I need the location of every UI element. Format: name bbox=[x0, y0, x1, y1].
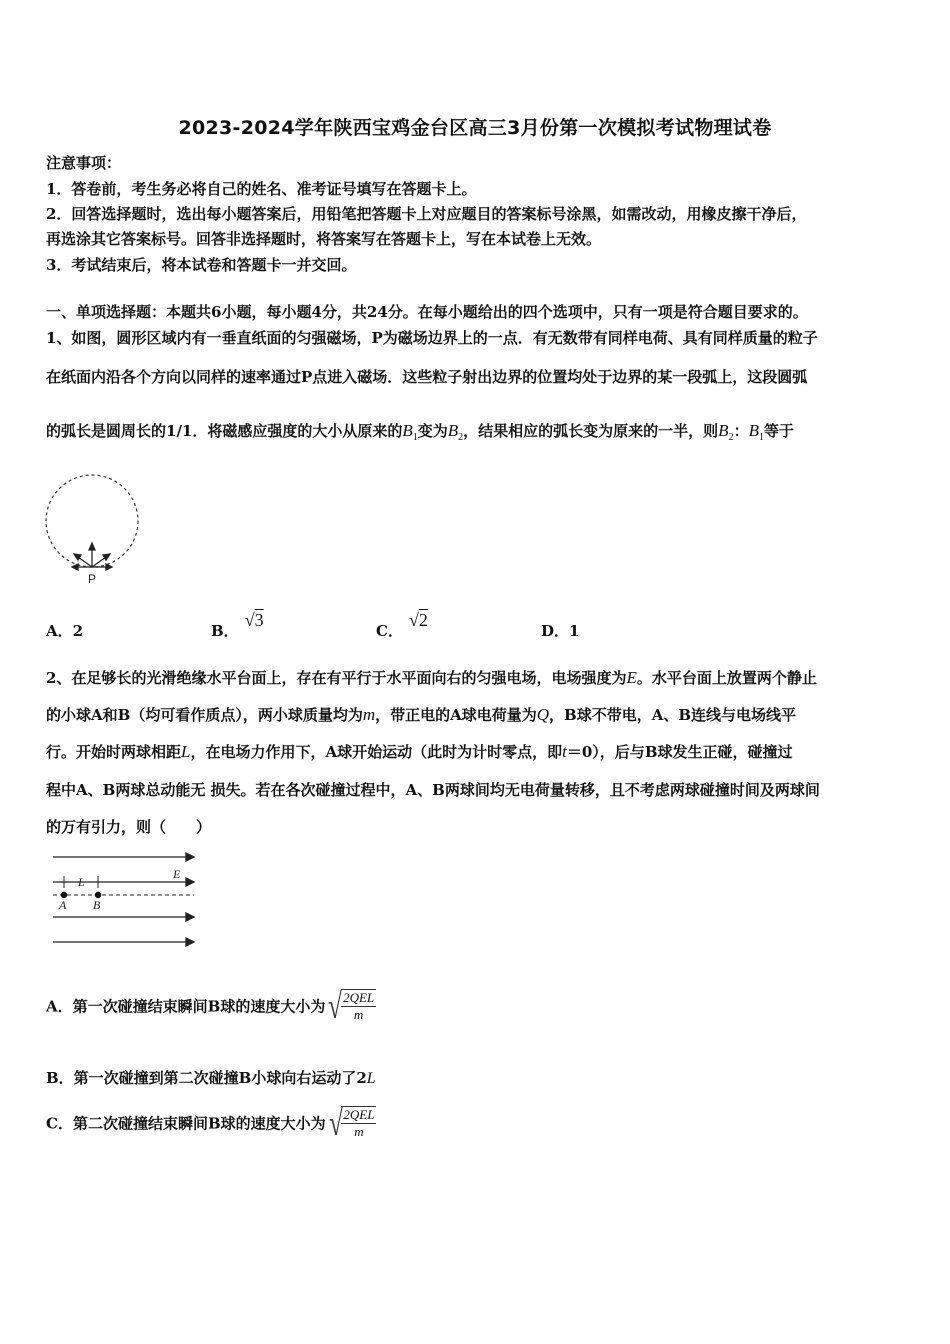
q2-text: 行。开始时两球相距L，在电场力作用下，A球开始运动（此时为计时零点，即t＝0），后与B球发生正碰，碰撞过 bbox=[46, 742, 793, 761]
q2-text: 的小球A和B（均可看作质点），两小球质量均为m，带正电的A球电荷量为Q，B球不带电，A、B连线与电场线平 bbox=[46, 705, 797, 724]
b1-symbol: $B_1$ bbox=[402, 421, 418, 443]
q1-text: 在纸面内沿各个方向以同样的速率通过P点进入磁场．这些粒子射出边界的位置均处于边界的某一段弧上，这段圆弧 bbox=[46, 368, 808, 386]
notice-item: 3．考试结束后，将本试卷和答题卡一并交回。 bbox=[46, 256, 357, 274]
q2-option-a: A．第一次碰撞结束瞬间B球的速度大小为 √ $\frac{\text{2QEL}}{m}$ bbox=[46, 986, 375, 1026]
q1-option-b: B．√3 bbox=[211, 610, 264, 640]
q2-text: 2、在足够长的光滑绝缘水平台面上，存在有平行于水平面向右的匀强电场，电场强度为E。水平台面上放置两个静止 bbox=[46, 668, 817, 687]
notice-item: 再选涂其它答案标号。回答非选择题时，将答案写在答题卡上，写在本试卷上无效。 bbox=[46, 230, 602, 248]
q1-option-a: A．2 bbox=[46, 622, 84, 640]
b2-symbol: $B_2$ bbox=[447, 421, 464, 443]
sqrt-fraction: √ $\frac{\text{2QEL}}{m}$ bbox=[328, 986, 375, 1026]
section-heading: 一、单项选择题：本题共6小题，每小题4分，共24分。在每小题给出的四个选项中，只有一项是符合题目要求的。 bbox=[46, 303, 808, 321]
b2-symbol: $B_2$ bbox=[718, 421, 734, 443]
q2-electric-field-figure bbox=[48, 845, 198, 950]
q1-text-line3: 的弧长是圆周长的1/1．将磁感应强度的大小从原来的$B_1$变为$B_2$，结果相应的弧长变为原来的一半，则$B_2$：$B_1$等于 bbox=[46, 421, 794, 443]
distance-l-label: L bbox=[78, 875, 85, 889]
point-p-label: P bbox=[88, 572, 97, 586]
sqrt-fraction: √ $\frac{\text{2QEL}}{m}$ bbox=[328, 1103, 375, 1143]
q2-option-b: B．第一次碰撞到第二次碰撞B小球向右运动了2L bbox=[46, 1069, 376, 1087]
notice-item: 1．答卷前，考生务必将自己的姓名、准考证号填写在答题卡上。 bbox=[46, 180, 477, 198]
page-title: 2023-2024学年陕西宝鸡金台区高三3月份第一次模拟考试物理试卷 bbox=[178, 117, 772, 139]
ball-b-label: B bbox=[93, 898, 101, 912]
q2-text: 程中A、B两球总动能无 损失。若在各次碰撞过程中，A、B两球间均无电荷量转移，且不考虑两球碰撞时间及两球间 bbox=[46, 781, 820, 799]
field-e-label: E bbox=[173, 867, 181, 881]
notice-heading: 注意事项： bbox=[46, 154, 122, 172]
ball-a-label: A bbox=[59, 898, 67, 912]
q1-option-d: D．1 bbox=[541, 622, 580, 640]
q1-text: 1、如图，圆形区域内有一垂直纸面的匀强磁场，P为磁场边界上的一点．有无数带有同样电荷、具有同样质量的粒子 bbox=[46, 329, 818, 347]
q2-option-c: C．第二次碰撞结束瞬间B球的速度大小为 √ $\frac{\text{2QEL}}{m}$ bbox=[46, 1103, 375, 1143]
b1-symbol: $B_1$ bbox=[748, 421, 764, 443]
q1-magnetic-circle-figure bbox=[40, 465, 145, 590]
q2-text: 的万有引力，则（ ） bbox=[46, 818, 212, 836]
notice-item: 2．回答选择题时，选出每小题答案后，用铅笔把答题卡上对应题目的答案标号涂黑，如需改动，用橡皮擦干净后， bbox=[46, 205, 807, 223]
q1-option-c: C．√2 bbox=[376, 610, 428, 640]
